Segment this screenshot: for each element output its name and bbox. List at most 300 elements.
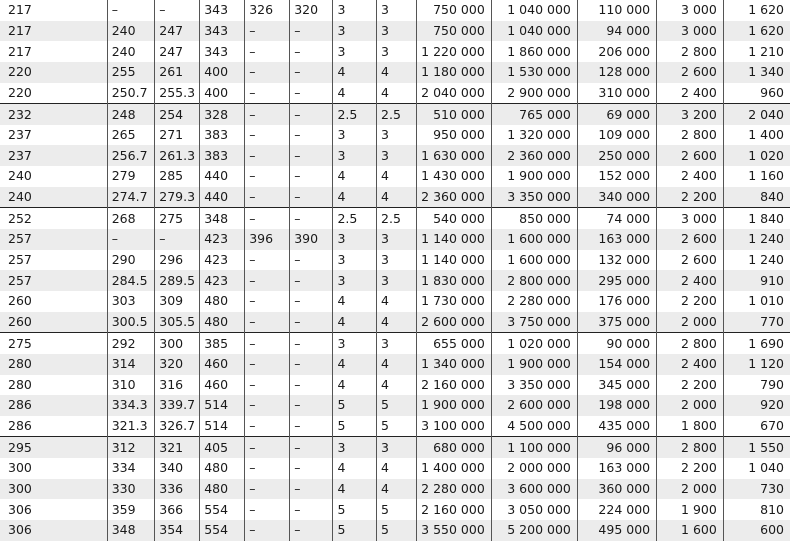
table-cell: – — [290, 437, 333, 458]
table-cell: – — [290, 83, 333, 104]
table-cell: 385 — [200, 333, 245, 354]
table-cell: 423 — [200, 229, 245, 250]
table-cell: – — [245, 416, 290, 437]
table-cell: 336 — [155, 479, 200, 500]
table-cell: 1 040 000 — [491, 21, 577, 42]
table-cell: 480 — [200, 458, 245, 479]
table-cell: 250 000 — [577, 145, 656, 166]
table-cell: 224 000 — [577, 499, 656, 520]
table-cell: 237 — [8, 127, 32, 143]
table-row — [0, 291, 790, 312]
table-cell: 254 — [155, 104, 200, 125]
table-cell: 750 000 — [417, 0, 492, 21]
table-row — [0, 104, 790, 125]
table-cell: – — [245, 375, 290, 396]
table-row — [0, 479, 790, 500]
table-cell: 2 000 — [657, 479, 724, 500]
table-cell: 2 000 — [657, 395, 724, 416]
table-cell: 348 — [200, 208, 245, 229]
table-row — [0, 520, 790, 541]
table-cell: 3 — [333, 41, 377, 62]
table-cell: 260 — [8, 293, 32, 309]
table-cell: 314 — [107, 354, 155, 375]
table-cell: 275 — [0, 333, 107, 354]
table-cell: 2 400 — [657, 166, 724, 187]
table-cell: 285 — [155, 166, 200, 187]
table-cell: 279 — [107, 166, 155, 187]
table-cell: 2 200 — [657, 458, 724, 479]
table-cell: 2.5 — [333, 104, 377, 125]
table-cell: 2 280 000 — [491, 291, 577, 312]
table-cell: 4 — [377, 187, 417, 208]
table-cell: 240 — [107, 41, 155, 62]
table-cell: – — [290, 250, 333, 271]
table-cell: 261.3 — [155, 145, 200, 166]
table-cell: 321 — [155, 437, 200, 458]
table-cell: 4 — [377, 83, 417, 104]
table-cell: 109 000 — [577, 125, 656, 146]
table-cell: 1 220 000 — [417, 41, 492, 62]
table-cell: 383 — [200, 145, 245, 166]
table-cell: 4 — [377, 458, 417, 479]
table-cell: 400 — [200, 83, 245, 104]
table-row — [0, 208, 790, 229]
table-cell: 2 400 — [657, 270, 724, 291]
table-cell: 3 — [377, 229, 417, 250]
table-cell: 74 000 — [577, 208, 656, 229]
table-cell: 423 — [200, 270, 245, 291]
table-cell: 1 400 000 — [417, 458, 492, 479]
table-cell: – — [245, 333, 290, 354]
table-cell: 1 040 000 — [491, 0, 577, 21]
table-cell: 257 — [0, 270, 107, 291]
table-cell: 2 800 000 — [491, 270, 577, 291]
table-cell: 2 360 000 — [491, 145, 577, 166]
table-cell: 4 — [377, 354, 417, 375]
table-cell: 2.5 — [377, 104, 417, 125]
table-cell: 152 000 — [577, 166, 656, 187]
table-cell: 2.5 — [333, 208, 377, 229]
table-cell: 247 — [155, 21, 200, 42]
table-cell: 1 600 — [657, 520, 724, 541]
table-row — [0, 437, 790, 458]
table-cell: – — [245, 250, 290, 271]
table-cell: 2 000 — [657, 312, 724, 333]
table-cell: 4 — [333, 479, 377, 500]
table-cell: 248 — [107, 104, 155, 125]
table-cell: 670 — [723, 416, 790, 437]
table-cell: 3 550 000 — [417, 520, 492, 541]
table-cell: 405 — [200, 437, 245, 458]
table-cell: 3 — [377, 333, 417, 354]
table-cell: – — [245, 312, 290, 333]
table-cell: 310 000 — [577, 83, 656, 104]
table-cell: 300.5 — [107, 312, 155, 333]
table-cell: 460 — [200, 375, 245, 396]
table-cell: 2 160 000 — [417, 499, 492, 520]
table-cell: 375 000 — [577, 312, 656, 333]
table-cell: – — [290, 375, 333, 396]
table-cell: 343 — [200, 21, 245, 42]
table-cell: 1 600 000 — [491, 250, 577, 271]
table-cell: 154 000 — [577, 354, 656, 375]
table-cell: 252 — [0, 208, 107, 229]
table-cell: 1 340 000 — [417, 354, 492, 375]
table-cell: 920 — [723, 395, 790, 416]
table-cell: 310 — [107, 375, 155, 396]
table-cell: 1 530 000 — [491, 62, 577, 83]
table-cell: – — [245, 83, 290, 104]
table-cell: 1 020 000 — [491, 333, 577, 354]
table-cell: 3 — [377, 437, 417, 458]
table-cell: 2 600 — [657, 229, 724, 250]
table-cell: 90 000 — [577, 333, 656, 354]
table-cell: 2 600 — [657, 145, 724, 166]
table-cell: 1 120 — [723, 354, 790, 375]
table-cell: 4 — [377, 312, 417, 333]
table-cell: – — [107, 229, 155, 250]
table-cell: 261 — [155, 62, 200, 83]
table-row — [0, 145, 790, 166]
table-cell: 5 — [377, 416, 417, 437]
table-cell: – — [245, 270, 290, 291]
table-cell: – — [245, 479, 290, 500]
table-cell: 163 000 — [577, 229, 656, 250]
table-cell: 495 000 — [577, 520, 656, 541]
table-cell: 4 — [377, 375, 417, 396]
table-cell: 305.5 — [155, 312, 200, 333]
table-cell: 206 000 — [577, 41, 656, 62]
table-cell: 910 — [723, 270, 790, 291]
table-row — [0, 250, 790, 271]
table-cell: 2 400 — [657, 83, 724, 104]
table-cell: 5 — [333, 520, 377, 541]
table-cell: 750 000 — [417, 21, 492, 42]
table-cell: 1 690 — [723, 333, 790, 354]
table-cell: 334 — [107, 458, 155, 479]
table-cell: 4 — [333, 354, 377, 375]
table-row — [0, 354, 790, 375]
table-cell: – — [290, 312, 333, 333]
table-cell: 94 000 — [577, 21, 656, 42]
table-cell: 400 — [200, 62, 245, 83]
table-cell: 790 — [723, 375, 790, 396]
table-cell: 680 000 — [417, 437, 492, 458]
table-cell: 4 — [333, 375, 377, 396]
table-cell: – — [290, 125, 333, 146]
table-cell: 1 140 000 — [417, 250, 492, 271]
table-cell: 5 200 000 — [491, 520, 577, 541]
table-row — [0, 0, 790, 21]
table-cell: 3 350 000 — [491, 375, 577, 396]
table-cell: 2 400 — [657, 354, 724, 375]
table-cell: 366 — [155, 499, 200, 520]
table-cell: 220 — [8, 84, 32, 100]
table-cell: 960 — [723, 83, 790, 104]
table-cell: 655 000 — [417, 333, 492, 354]
table-cell: 1 160 — [723, 166, 790, 187]
table-cell: 3 — [333, 229, 377, 250]
table-cell: 5 — [333, 499, 377, 520]
table-cell: – — [245, 21, 290, 42]
table-cell: – — [245, 499, 290, 520]
table-cell: 303 — [107, 291, 155, 312]
table-cell: 3 — [333, 0, 377, 21]
table-cell: 4 — [333, 291, 377, 312]
table-cell: 460 — [200, 354, 245, 375]
table-cell: 198 000 — [577, 395, 656, 416]
table-cell: 176 000 — [577, 291, 656, 312]
table-cell: 1 210 — [723, 41, 790, 62]
table-cell: 2 800 — [657, 333, 724, 354]
table-cell: 5 — [377, 499, 417, 520]
table-cell: 256.7 — [107, 145, 155, 166]
table-cell: 69 000 — [577, 104, 656, 125]
table-cell: 2 800 — [657, 437, 724, 458]
table-cell: 810 — [723, 499, 790, 520]
table-cell: 316 — [155, 375, 200, 396]
table-cell: – — [245, 208, 290, 229]
table-cell: 326 — [245, 0, 290, 21]
table-cell: 950 000 — [417, 125, 492, 146]
table-cell: – — [290, 416, 333, 437]
table-cell: – — [245, 187, 290, 208]
table-row — [0, 375, 790, 396]
table-row — [0, 62, 790, 83]
table-cell: 1 140 000 — [417, 229, 492, 250]
table-cell: 300 — [155, 333, 200, 354]
table-cell: 3 — [333, 333, 377, 354]
table-cell: 850 000 — [491, 208, 577, 229]
table-cell: – — [290, 458, 333, 479]
table-cell: 1 430 000 — [417, 166, 492, 187]
table-cell: 2 200 — [657, 375, 724, 396]
table-cell: – — [290, 104, 333, 125]
table-cell: 2 040 — [723, 104, 790, 125]
table-cell: 320 — [290, 0, 333, 21]
table-cell: 765 000 — [491, 104, 577, 125]
table-cell: 3 000 — [657, 21, 724, 42]
table-cell: 280 — [0, 354, 107, 375]
table-cell: 440 — [200, 166, 245, 187]
table-cell: 1 900 000 — [491, 166, 577, 187]
table-cell: 4 500 000 — [491, 416, 577, 437]
table-cell: 2 900 000 — [491, 83, 577, 104]
table-cell: 4 — [333, 62, 377, 83]
table-cell: 284.5 — [107, 270, 155, 291]
table-cell: 1 010 — [723, 291, 790, 312]
table-cell: 1 320 000 — [491, 125, 577, 146]
table-cell: 1 180 000 — [417, 62, 492, 83]
table-cell: 312 — [107, 437, 155, 458]
table-cell: 3 — [333, 270, 377, 291]
table-cell: – — [245, 520, 290, 541]
table-cell: 510 000 — [417, 104, 492, 125]
table-cell: 3 050 000 — [491, 499, 577, 520]
table-row — [0, 21, 790, 42]
table-cell: 1 900 — [657, 499, 724, 520]
table-cell: 217 — [8, 2, 32, 18]
table-cell: 3 — [377, 270, 417, 291]
table-cell: 3 350 000 — [491, 187, 577, 208]
table-cell: 326.7 — [155, 416, 200, 437]
table-cell: 2 800 — [657, 125, 724, 146]
table-cell: 257 — [8, 252, 32, 267]
table-row — [0, 395, 790, 416]
table-cell: – — [290, 187, 333, 208]
table-cell: 4 — [333, 312, 377, 333]
table-cell: 340 — [155, 458, 200, 479]
table-cell: 1 730 000 — [417, 291, 492, 312]
table-cell: 2 200 — [657, 291, 724, 312]
table-cell: 237 — [0, 145, 107, 166]
table-cell: 289.5 — [155, 270, 200, 291]
table-cell: 295 — [0, 437, 107, 458]
table-cell: 3 — [333, 250, 377, 271]
table-cell: 730 — [723, 479, 790, 500]
table-row — [0, 416, 790, 437]
table-cell: – — [290, 145, 333, 166]
table-cell: 3 000 — [657, 208, 724, 229]
table-cell: 271 — [155, 125, 200, 146]
table-cell: 2.5 — [377, 208, 417, 229]
table-row — [0, 187, 790, 208]
table-cell: 2 360 000 — [417, 187, 492, 208]
table-cell: 260 — [0, 312, 107, 333]
table-cell: 3 000 — [657, 0, 724, 21]
table-cell: – — [245, 291, 290, 312]
table-cell: – — [245, 145, 290, 166]
table-cell: 514 — [200, 416, 245, 437]
table-cell: 4 — [377, 479, 417, 500]
table-cell: – — [290, 333, 333, 354]
table-cell: 1 400 — [723, 125, 790, 146]
table-cell: 2 600 000 — [491, 395, 577, 416]
table-cell: 3 100 000 — [417, 416, 492, 437]
table-cell: 343 — [200, 41, 245, 62]
table-cell: 1 840 — [723, 208, 790, 229]
table-cell: 292 — [107, 333, 155, 354]
table-cell: 265 — [107, 125, 155, 146]
table-cell: 2 040 000 — [417, 83, 492, 104]
table-cell: 1 240 — [723, 229, 790, 250]
table-row — [0, 270, 790, 291]
table-cell: 3 — [377, 21, 417, 42]
table-cell: 396 — [245, 229, 290, 250]
table-cell: 1 860 000 — [491, 41, 577, 62]
table-cell: 240 — [107, 21, 155, 42]
table-cell: 3 — [377, 41, 417, 62]
table-cell: 423 — [200, 250, 245, 271]
table-cell: 1 620 — [723, 21, 790, 42]
table-row — [0, 41, 790, 62]
table-cell: – — [290, 479, 333, 500]
table-cell: 2 600 000 — [417, 312, 492, 333]
table-cell: 2 600 — [657, 250, 724, 271]
table-cell: 440 — [200, 187, 245, 208]
table-cell: 220 — [0, 62, 107, 83]
table-cell: 348 — [107, 520, 155, 541]
table-cell: 343 — [200, 0, 245, 21]
table-cell: 4 — [333, 166, 377, 187]
table-cell: 1 600 000 — [491, 229, 577, 250]
table-row — [0, 458, 790, 479]
table-cell: – — [290, 291, 333, 312]
table-cell: 1 040 — [723, 458, 790, 479]
table-cell: 279.3 — [155, 187, 200, 208]
table-cell: 163 000 — [577, 458, 656, 479]
table-cell: 540 000 — [417, 208, 492, 229]
table-cell: – — [290, 62, 333, 83]
table-cell: 2 600 — [657, 62, 724, 83]
table-cell: 2 000 000 — [491, 458, 577, 479]
table-cell: 480 — [200, 312, 245, 333]
table-cell: 247 — [155, 41, 200, 62]
table-cell: 1 340 — [723, 62, 790, 83]
table-cell: 268 — [107, 208, 155, 229]
table-cell: 128 000 — [577, 62, 656, 83]
table-row — [0, 166, 790, 187]
table-cell: 328 — [200, 104, 245, 125]
table-cell: 257 — [0, 229, 107, 250]
table-cell: 383 — [200, 125, 245, 146]
table-cell: – — [290, 270, 333, 291]
table-row — [0, 125, 790, 146]
table-cell: 2 280 000 — [417, 479, 492, 500]
table-cell: 3 — [333, 437, 377, 458]
table-row — [0, 312, 790, 333]
table-cell: 3 — [377, 125, 417, 146]
table-cell: 217 — [0, 21, 107, 42]
table-cell: – — [290, 499, 333, 520]
table-cell: 240 — [0, 187, 107, 208]
table-cell: – — [245, 104, 290, 125]
table-cell: 321.3 — [107, 416, 155, 437]
table-cell: 309 — [155, 291, 200, 312]
table-cell: 390 — [290, 229, 333, 250]
table-cell: 240 — [8, 168, 32, 184]
table-cell: 3 600 000 — [491, 479, 577, 500]
table-cell: 250.7 — [107, 83, 155, 104]
table-cell: 5 — [333, 395, 377, 416]
table-cell: 255 — [107, 62, 155, 83]
table-cell: 4 — [333, 458, 377, 479]
table-row — [0, 83, 790, 104]
table-cell: 290 — [107, 250, 155, 271]
table-cell: 3 — [333, 145, 377, 166]
table-cell: 354 — [155, 520, 200, 541]
table-cell: 340 000 — [577, 187, 656, 208]
table-cell: 275 — [155, 208, 200, 229]
table-cell: 1 620 — [723, 0, 790, 21]
table-row — [0, 499, 790, 520]
table-cell: 1 630 000 — [417, 145, 492, 166]
table-cell: – — [155, 229, 200, 250]
table-cell: 5 — [333, 416, 377, 437]
table-cell: 217 — [8, 43, 32, 59]
table-cell: – — [245, 395, 290, 416]
table-cell: 554 — [200, 520, 245, 541]
table-cell: 320 — [155, 354, 200, 375]
table-cell: 770 — [723, 312, 790, 333]
table-cell: 359 — [107, 499, 155, 520]
table-cell: – — [245, 41, 290, 62]
table-row — [0, 333, 790, 354]
table-cell: 3 — [333, 21, 377, 42]
table-cell: 306 — [8, 501, 32, 517]
table-row — [0, 229, 790, 250]
table-cell: 132 000 — [577, 250, 656, 271]
